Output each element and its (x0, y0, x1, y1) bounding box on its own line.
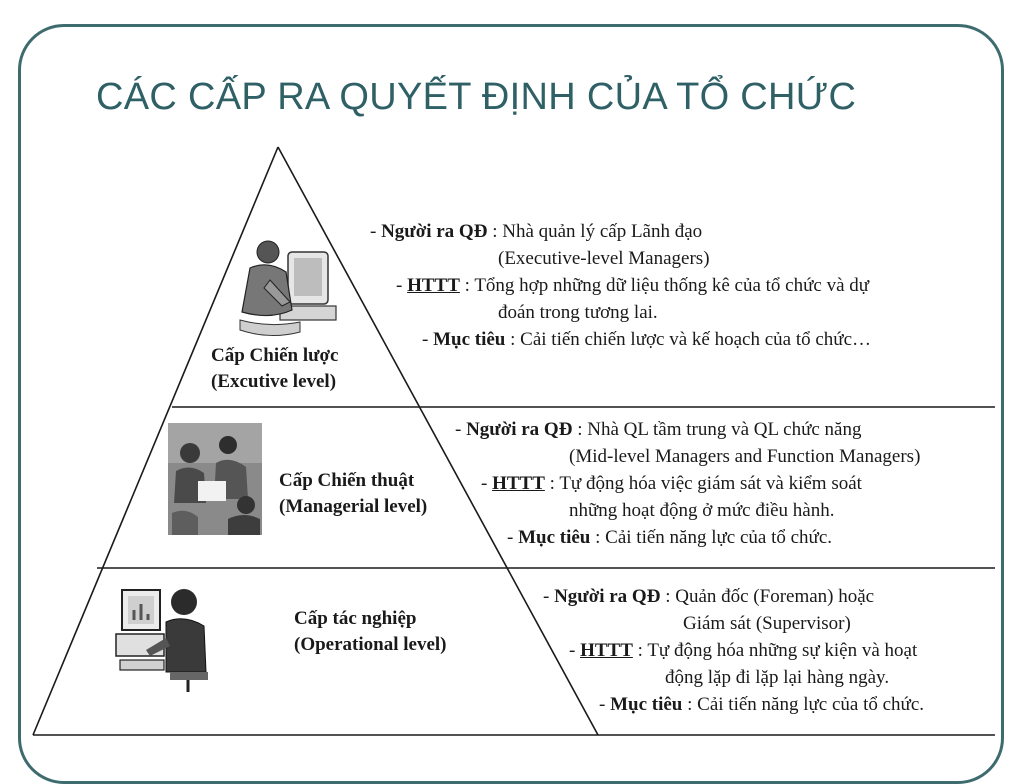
worker-at-computer-icon (110, 580, 214, 692)
level-tactical-description: - Người ra QĐ : Nhà QL tầm trung và QL chức năng (Mid-level Managers and Function Managers) - HTTT : Tự động hóa việc giám sát và kiểm soát những hoạt động ở mức điều hành. - Mục tiêu : Cải tiến năng lực của tổ chức. (455, 416, 920, 551)
goal-row: - Mục tiêu : Cải tiến chiến lược và kế hoạch của tổ chức… (422, 329, 872, 350)
team-meeting-photo-icon (168, 423, 262, 535)
decision-maker-row: - Người ra QĐ : Nhà QL tầm trung và QL chức năng (455, 419, 862, 440)
level-operational-name: Cấp tác nghiệp (Operational level) (294, 608, 447, 655)
goal-row: - Mục tiêu : Cải tiến năng lực của tổ chức. (507, 527, 833, 548)
level-tactical-name: Cấp Chiến thuật (Managerial level) (279, 470, 428, 517)
level-strategic-description: - Người ra QĐ : Nhà quản lý cấp Lãnh đạo (Executive-level Managers) - HTTT : Tổng hợp những dữ liệu thống kê của tổ chức và dự đoán trong tương lai. - Mục tiêu : Cải tiến chiến lược và kế hoạch của tổ chức… (370, 218, 871, 353)
goal-row: - Mục tiêu : Cải tiến năng lực của tổ chức. (599, 694, 925, 715)
level-operational-description: - Người ra QĐ : Quản đốc (Foreman) hoặc Giám sát (Supervisor) - HTTT : Tự động hóa những sự kiện và hoạt động lặp đi lặp lại hàng ngày. - Mục tiêu : Cải tiến năng lực của tổ chức. (543, 583, 924, 718)
executive-at-computer-icon (230, 232, 338, 344)
level-strategic-name: Cấp Chiến lược (Excutive level) (211, 345, 339, 392)
slide-title: CÁC CẤP RA QUYẾT ĐỊNH CỦA TỔ CHỨC (96, 76, 857, 118)
httt-row: - HTTT : Tự động hóa những sự kiện và hoạt (569, 640, 918, 661)
httt-row: - HTTT : Tự động hóa việc giám sát và kiểm soát (481, 473, 862, 494)
decision-maker-row: - Người ra QĐ : Quản đốc (Foreman) hoặc (543, 586, 875, 607)
decision-maker-row: - Người ra QĐ : Nhà quản lý cấp Lãnh đạo (370, 221, 703, 242)
httt-row: - HTTT : Tổng hợp những dữ liệu thống kê của tổ chức và dự (396, 275, 870, 296)
